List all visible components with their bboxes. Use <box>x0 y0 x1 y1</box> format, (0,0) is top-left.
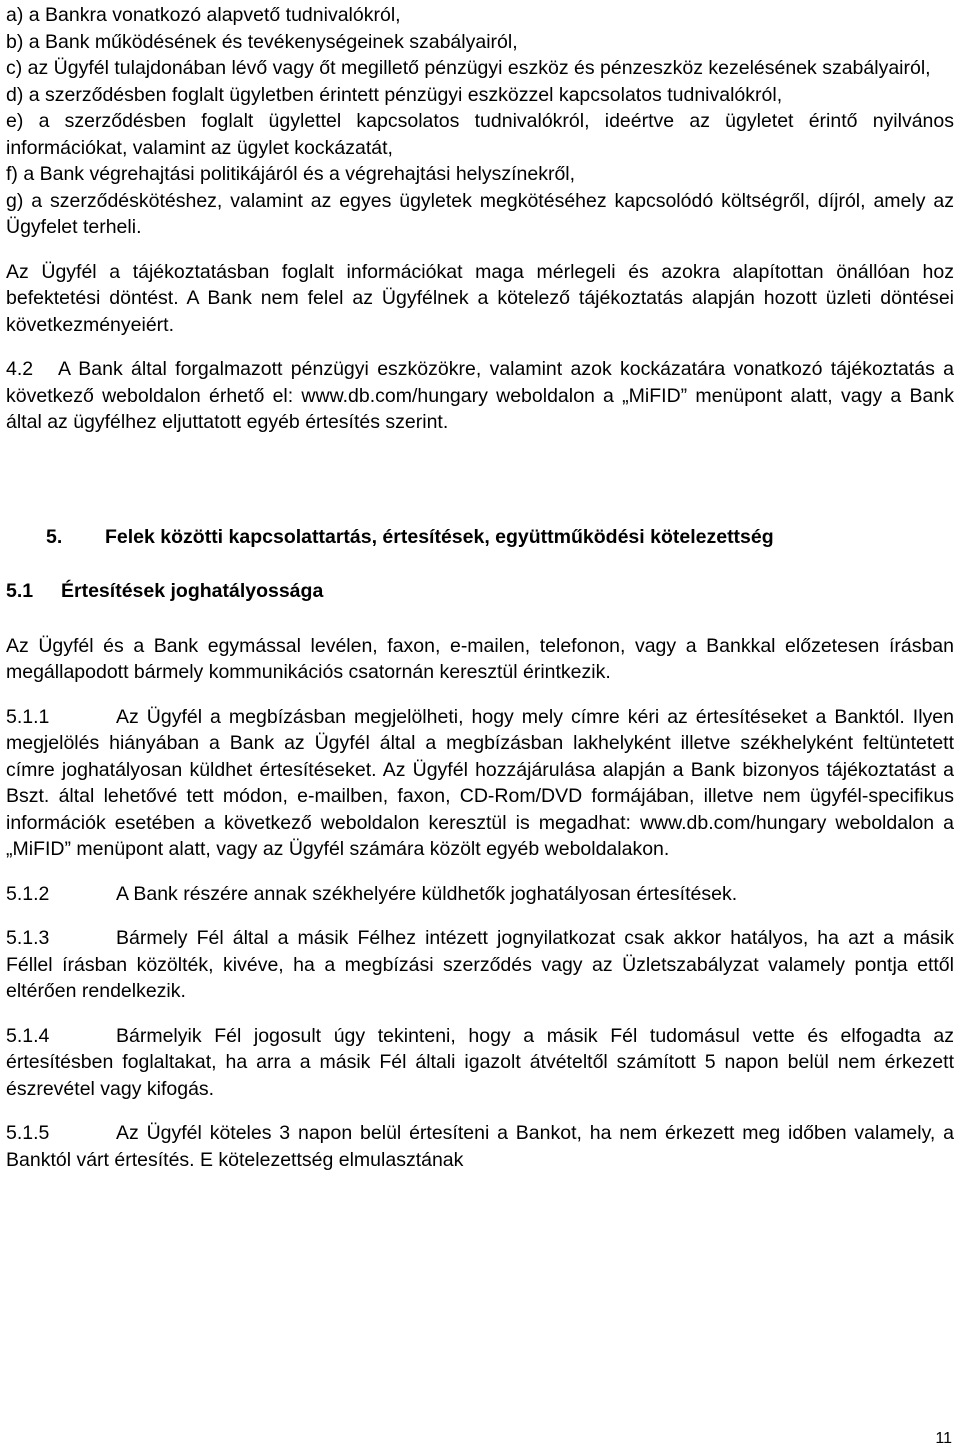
section-4-2 <box>6 356 954 436</box>
section-5-1-heading <box>6 578 954 605</box>
chapter-5-heading <box>6 524 954 551</box>
section-5-1-3 <box>6 925 954 1005</box>
section-title: Értesítések joghatályossága <box>61 580 324 602</box>
spacer <box>6 454 954 524</box>
section-number: 4.2 <box>6 358 34 380</box>
section-5-1-paragraph: Az Ügyfél és a Bank egymással levélen, faxon, e-mailen, telefonon, vagy a Bankkal előzetesen írásban megállapodott bármely kommunikációs csatornán keresztül érintkezik. <box>6 634 954 683</box>
section-number: 5.1.5 <box>6 1122 50 1144</box>
section-text: Bármelyik Fél jogosult úgy tekinteni, hogy a másik Fél tudomásul vette és elfogadta az értesítésben foglaltakat, ha arra a másik Fél általi igazolt átvételtől számított 5 napon belül nem érkezett észrevétel vagy kifogás. <box>6 1024 954 1100</box>
section-text: Bármely Fél által a másik Félhez intézett jognyilatkozat csak akkor hatályos, ha azt a másik Féllel írásban közölték, kivéve, ha a megbízási szerződés vagy az Üzletszabályzat valamely pontja ettől eltérően rendelkezik. <box>6 927 954 1002</box>
list-item: b) a Bank működésének és tevékenységeinek szabályairól, <box>6 30 518 53</box>
list-item: c) az Ügyfél tulajdonában lévő vagy őt megillető pénzügyi eszköz és pénzeszköz kezelésének szabályairól, <box>6 57 931 79</box>
section-text: Az Ügyfél köteles 3 napon belül értesíteni a Bankot, ha nem érkezett meg időben valamely, a Banktól várt értesítés. E kötelezettség elmulasztának <box>6 1122 954 1171</box>
section-5-1-1 <box>6 704 954 863</box>
client-decision-paragraph: Az Ügyfél a tájékoztatásban foglalt információkat maga mérlegeli és azokra alapítottan önállóan hoz befektetési döntést. A Bank nem felel az Ügyfélnek a kötelező tájékoztatás alapján hozott üzleti döntései következményeiért. <box>6 260 954 336</box>
section-number: 5.1.1 <box>6 705 50 728</box>
section-number: 5.1.3 <box>6 927 50 949</box>
page-number: 11 <box>935 1430 952 1447</box>
list-item: g) a szerződéskötéshez, valamint az egyes ügyletek megkötéséhez kapcsolódó költségről, díjról, amely az Ügyfelet terheli. <box>6 189 954 238</box>
section-5-1-2 <box>6 881 954 908</box>
section-text: Az Ügyfél a megbízásban megjelölheti, hogy mely címre kéri az értesítéseket a Banktól. Ilyen megjelölés hiányában a Bank az Ügyfél által a megbízásban lakhelyként illetve székhelyként feltüntetett címre joghatályosan küldhet értesítéseket. Az Ügyfél hozzájárulása alapján a Bank bizonyos tájékoztatást a Bszt. által lehetővé tett módon, e-mailben, faxon, CD-Rom/DVD formájában, illetve nem ügyfél-specifikus információk esetében a következő weboldalon keresztül is megadhat: www.db.com/hungary weboldalon a „MiFID” menüpont alatt, vagy az Ügyfél számára közölt egyéb weboldalakon. <box>6 705 954 860</box>
section-5-1-5 <box>6 1120 954 1173</box>
section-text: A Bank által forgalmazott pénzügyi eszközökre, valamint azok kockázatára vonatkozó tájékoztatás a következő weboldalon érhető el: www.db.com/hungary weboldalon a „MiFID” menüpont alatt, vagy a Bank által az ügyfélhez eljuttatott egyéb értesítés szerint. <box>6 358 954 433</box>
info-list <box>6 2 954 241</box>
chapter-title: Felek közötti kapcsolattartás, értesítések, együttműködési kötelezettség <box>105 525 774 548</box>
section-number: 5.1.2 <box>6 882 50 905</box>
section-5-1-4 <box>6 1023 954 1103</box>
section-number: 5.1.4 <box>6 1024 50 1047</box>
list-item: f) a Bank végrehajtási politikájáról és a végrehajtási helyszínekről, <box>6 163 576 185</box>
chapter-number: 5. <box>46 525 63 548</box>
section-text: A Bank részére annak székhelyére küldhetők joghatályosan értesítések. <box>116 882 738 905</box>
section-number: 5.1 <box>6 580 34 602</box>
list-item: d) a szerződésben foglalt ügyletben érintett pénzügyi eszközzel kapcsolatos tudnivalókról, <box>6 83 783 106</box>
list-item: e) a szerződésben foglalt ügylettel kapcsolatos tudnivalókról, ideértve az ügyletet érintő nyilvános információkat, valamint az ügylet kockázatát, <box>6 110 954 159</box>
document-page <box>6 2 954 1173</box>
list-item: a) a Bankra vonatkozó alapvető tudnivalókról, <box>6 4 401 26</box>
